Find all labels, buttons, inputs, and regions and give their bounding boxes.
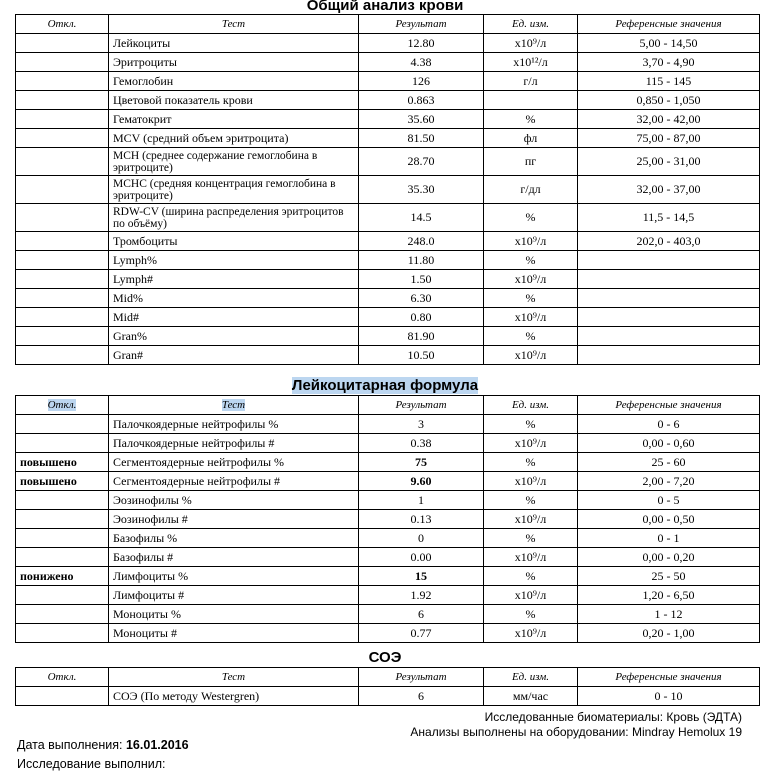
result-cell: 3 xyxy=(359,415,484,434)
flag-cell xyxy=(16,605,109,624)
result-cell: 35.60 xyxy=(359,110,484,129)
test-cell: Гематокрит xyxy=(109,110,359,129)
test-cell: Лимфоциты % xyxy=(109,567,359,586)
col-header-flag: Откл. xyxy=(16,15,109,34)
flag-cell xyxy=(16,434,109,453)
table-row xyxy=(16,586,760,605)
table-row xyxy=(16,327,760,346)
ref-cell: 32,00 - 37,00 xyxy=(578,176,760,204)
table-row xyxy=(16,453,760,472)
flag-cell xyxy=(16,491,109,510)
ref-cell: 25 - 60 xyxy=(578,453,760,472)
flag-cell xyxy=(16,327,109,346)
ref-cell xyxy=(578,308,760,327)
unit-cell: x10⁹/л xyxy=(484,34,578,53)
col-header-result: Результат xyxy=(359,668,484,687)
table-row xyxy=(16,605,760,624)
ref-cell xyxy=(578,289,760,308)
table-row xyxy=(16,204,760,232)
test-cell: Эритроциты xyxy=(109,53,359,72)
flag-cell xyxy=(16,204,109,232)
ref-cell: 75,00 - 87,00 xyxy=(578,129,760,148)
test-cell: RDW-CV (ширина распределения эритроцитов по объёму) xyxy=(109,204,359,232)
esr-table xyxy=(15,667,760,706)
unit-cell: x10⁹/л xyxy=(484,346,578,365)
flag-cell: повышено xyxy=(16,472,109,491)
test-cell: Mid% xyxy=(109,289,359,308)
table-row xyxy=(16,308,760,327)
ref-cell: 0 - 6 xyxy=(578,415,760,434)
ref-cell: 0,00 - 0,60 xyxy=(578,434,760,453)
unit-cell: г/дл xyxy=(484,176,578,204)
table-row xyxy=(16,346,760,365)
result-cell: 248.0 xyxy=(359,232,484,251)
equipment-note: Анализы выполнены на оборудовании: Mindray Hemolux 19 xyxy=(410,725,742,739)
col-header-test: Тест xyxy=(109,668,359,687)
flag-cell xyxy=(16,415,109,434)
table-row xyxy=(16,176,760,204)
result-cell: 0.00 xyxy=(359,548,484,567)
flag-cell xyxy=(16,232,109,251)
result-cell: 0.863 xyxy=(359,91,484,110)
test-cell: Базофилы # xyxy=(109,548,359,567)
ref-cell: 0 - 10 xyxy=(578,687,760,706)
table-header-row xyxy=(16,396,760,415)
table-row xyxy=(16,251,760,270)
unit-cell: пг xyxy=(484,148,578,176)
table-row xyxy=(16,289,760,308)
test-cell: Лимфоциты # xyxy=(109,586,359,605)
unit-cell: % xyxy=(484,415,578,434)
col-header-test: Тест xyxy=(109,15,359,34)
ref-cell xyxy=(578,327,760,346)
table-row xyxy=(16,110,760,129)
result-cell: 1.50 xyxy=(359,270,484,289)
ref-cell: 0,00 - 0,50 xyxy=(578,510,760,529)
test-cell: Lymph% xyxy=(109,251,359,270)
result-cell: 0.13 xyxy=(359,510,484,529)
date-label: Дата выполнения: xyxy=(17,738,123,752)
table-row xyxy=(16,53,760,72)
col-header-result: Результат xyxy=(359,15,484,34)
biomaterial-note: Исследованные биоматериалы: Кровь (ЭДТА) xyxy=(484,710,742,724)
leuko-title: Лейкоцитарная формула xyxy=(291,377,479,394)
table-row xyxy=(16,434,760,453)
ref-cell: 0,00 - 0,20 xyxy=(578,548,760,567)
cbc-title: Общий анализ крови xyxy=(306,0,464,14)
table-row xyxy=(16,567,760,586)
ref-cell: 3,70 - 4,90 xyxy=(578,53,760,72)
flag-cell xyxy=(16,176,109,204)
ref-cell: 1 - 12 xyxy=(578,605,760,624)
flag-cell xyxy=(16,251,109,270)
test-cell: Gran% xyxy=(109,327,359,346)
test-cell: Базофилы % xyxy=(109,529,359,548)
table-row xyxy=(16,72,760,91)
table-header-row xyxy=(16,15,760,34)
test-cell: Гемоглобин xyxy=(109,72,359,91)
test-cell: MCV (средний объем эритроцита) xyxy=(109,129,359,148)
unit-cell: x10⁹/л xyxy=(484,586,578,605)
ref-cell: 115 - 145 xyxy=(578,72,760,91)
date-value: 16.01.2016 xyxy=(125,738,189,752)
flag-cell: понижено xyxy=(16,567,109,586)
ref-cell: 0 - 1 xyxy=(578,529,760,548)
flag-cell xyxy=(16,510,109,529)
test-cell: Моноциты # xyxy=(109,624,359,643)
ref-cell: 25,00 - 31,00 xyxy=(578,148,760,176)
test-cell: Эозинофилы # xyxy=(109,510,359,529)
ref-cell: 0,850 - 1,050 xyxy=(578,91,760,110)
ref-cell: 11,5 - 14,5 xyxy=(578,204,760,232)
test-cell: Сегментоядерные нейтрофилы # xyxy=(109,472,359,491)
flag-cell xyxy=(16,129,109,148)
unit-cell: % xyxy=(484,204,578,232)
date-line xyxy=(17,738,189,752)
flag-cell xyxy=(16,586,109,605)
test-cell: Цветовой показатель крови xyxy=(109,91,359,110)
col-header-ref: Референсные значения xyxy=(578,15,760,34)
result-cell: 6.30 xyxy=(359,289,484,308)
result-cell: 0.77 xyxy=(359,624,484,643)
result-cell: 6 xyxy=(359,605,484,624)
flag-cell xyxy=(16,529,109,548)
unit-cell: x10⁹/л xyxy=(484,472,578,491)
flag-cell xyxy=(16,91,109,110)
unit-cell: x10⁹/л xyxy=(484,434,578,453)
col-header-ref: Референсные значения xyxy=(578,668,760,687)
table-row xyxy=(16,548,760,567)
test-cell: Gran# xyxy=(109,346,359,365)
ref-cell xyxy=(578,270,760,289)
unit-cell: % xyxy=(484,605,578,624)
unit-cell: x10⁹/л xyxy=(484,624,578,643)
result-cell: 14.5 xyxy=(359,204,484,232)
test-cell: Моноциты % xyxy=(109,605,359,624)
ref-cell: 202,0 - 403,0 xyxy=(578,232,760,251)
test-cell: Палочкоядерные нейтрофилы % xyxy=(109,415,359,434)
performed-by: Исследование выполнил: xyxy=(17,757,166,771)
flag-cell xyxy=(16,308,109,327)
unit-cell: x10⁹/л xyxy=(484,270,578,289)
col-header-test: Тест xyxy=(109,396,359,415)
result-cell: 81.90 xyxy=(359,327,484,346)
unit-cell: x10⁹/л xyxy=(484,548,578,567)
unit-cell: фл xyxy=(484,129,578,148)
result-cell: 35.30 xyxy=(359,176,484,204)
unit-cell: % xyxy=(484,453,578,472)
col-header-unit: Ед. изм. xyxy=(484,15,578,34)
unit-cell: x10⁹/л xyxy=(484,308,578,327)
test-cell: Сегментоядерные нейтрофилы % xyxy=(109,453,359,472)
table-row xyxy=(16,529,760,548)
ref-cell xyxy=(578,251,760,270)
result-cell: 6 xyxy=(359,687,484,706)
test-cell: Lymph# xyxy=(109,270,359,289)
ref-cell: 2,00 - 7,20 xyxy=(578,472,760,491)
flag-cell xyxy=(16,548,109,567)
flag-cell xyxy=(16,148,109,176)
unit-cell: мм/час xyxy=(484,687,578,706)
result-cell: 0.38 xyxy=(359,434,484,453)
table-row xyxy=(16,148,760,176)
unit-cell: x10¹²/л xyxy=(484,53,578,72)
unit-cell: г/л xyxy=(484,72,578,91)
result-cell: 1 xyxy=(359,491,484,510)
unit-cell: % xyxy=(484,491,578,510)
leuko-table xyxy=(15,395,760,643)
cbc-table xyxy=(15,14,760,365)
unit-cell: x10⁹/л xyxy=(484,232,578,251)
col-header-result: Результат xyxy=(359,396,484,415)
flag-cell xyxy=(16,346,109,365)
col-header-unit: Ед. изм. xyxy=(484,396,578,415)
ref-cell: 25 - 50 xyxy=(578,567,760,586)
result-cell: 28.70 xyxy=(359,148,484,176)
table-row xyxy=(16,624,760,643)
test-cell: Палочкоядерные нейтрофилы # xyxy=(109,434,359,453)
unit-cell: % xyxy=(484,251,578,270)
test-cell: СОЭ (По методу Westergren) xyxy=(109,687,359,706)
test-cell: MCHC (средняя концентрация гемоглобина в эритроците) xyxy=(109,176,359,204)
flag-cell xyxy=(16,289,109,308)
flag-cell xyxy=(16,624,109,643)
flag-cell xyxy=(16,270,109,289)
test-cell: Тромбоциты xyxy=(109,232,359,251)
table-row xyxy=(16,232,760,251)
ref-cell: 32,00 - 42,00 xyxy=(578,110,760,129)
flag-cell: повышено xyxy=(16,453,109,472)
result-cell: 0.80 xyxy=(359,308,484,327)
result-cell: 75 xyxy=(359,453,484,472)
col-header-unit: Ед. изм. xyxy=(484,668,578,687)
unit-cell: % xyxy=(484,289,578,308)
result-cell: 0 xyxy=(359,529,484,548)
result-cell: 4.38 xyxy=(359,53,484,72)
test-cell: Лейкоциты xyxy=(109,34,359,53)
unit-cell: % xyxy=(484,567,578,586)
test-cell: Эозинофилы % xyxy=(109,491,359,510)
flag-cell xyxy=(16,687,109,706)
table-header-row xyxy=(16,668,760,687)
flag-cell xyxy=(16,110,109,129)
table-row xyxy=(16,129,760,148)
result-cell: 81.50 xyxy=(359,129,484,148)
col-header-flag: Откл. xyxy=(16,396,109,415)
table-row xyxy=(16,472,760,491)
unit-cell: x10⁹/л xyxy=(484,510,578,529)
ref-cell: 0 - 5 xyxy=(578,491,760,510)
table-row xyxy=(16,91,760,110)
result-cell: 9.60 xyxy=(359,472,484,491)
col-header-flag: Откл. xyxy=(16,668,109,687)
table-row xyxy=(16,491,760,510)
flag-cell xyxy=(16,34,109,53)
table-row xyxy=(16,34,760,53)
unit-cell: % xyxy=(484,327,578,346)
ref-cell: 1,20 - 6,50 xyxy=(578,586,760,605)
result-cell: 12.80 xyxy=(359,34,484,53)
ref-cell xyxy=(578,346,760,365)
ref-cell: 5,00 - 14,50 xyxy=(578,34,760,53)
table-row xyxy=(16,415,760,434)
result-cell: 1.92 xyxy=(359,586,484,605)
unit-cell: % xyxy=(484,529,578,548)
esr-title: СОЭ xyxy=(368,649,402,666)
result-cell: 15 xyxy=(359,567,484,586)
result-cell: 126 xyxy=(359,72,484,91)
table-row xyxy=(16,510,760,529)
result-cell: 10.50 xyxy=(359,346,484,365)
unit-cell xyxy=(484,91,578,110)
ref-cell: 0,20 - 1,00 xyxy=(578,624,760,643)
flag-cell xyxy=(16,72,109,91)
test-cell: Mid# xyxy=(109,308,359,327)
unit-cell: % xyxy=(484,110,578,129)
table-row xyxy=(16,270,760,289)
table-row xyxy=(16,687,760,706)
flag-cell xyxy=(16,53,109,72)
result-cell: 11.80 xyxy=(359,251,484,270)
test-cell: MCH (среднее содержание гемоглобина в эритроците) xyxy=(109,148,359,176)
col-header-ref: Референсные значения xyxy=(578,396,760,415)
